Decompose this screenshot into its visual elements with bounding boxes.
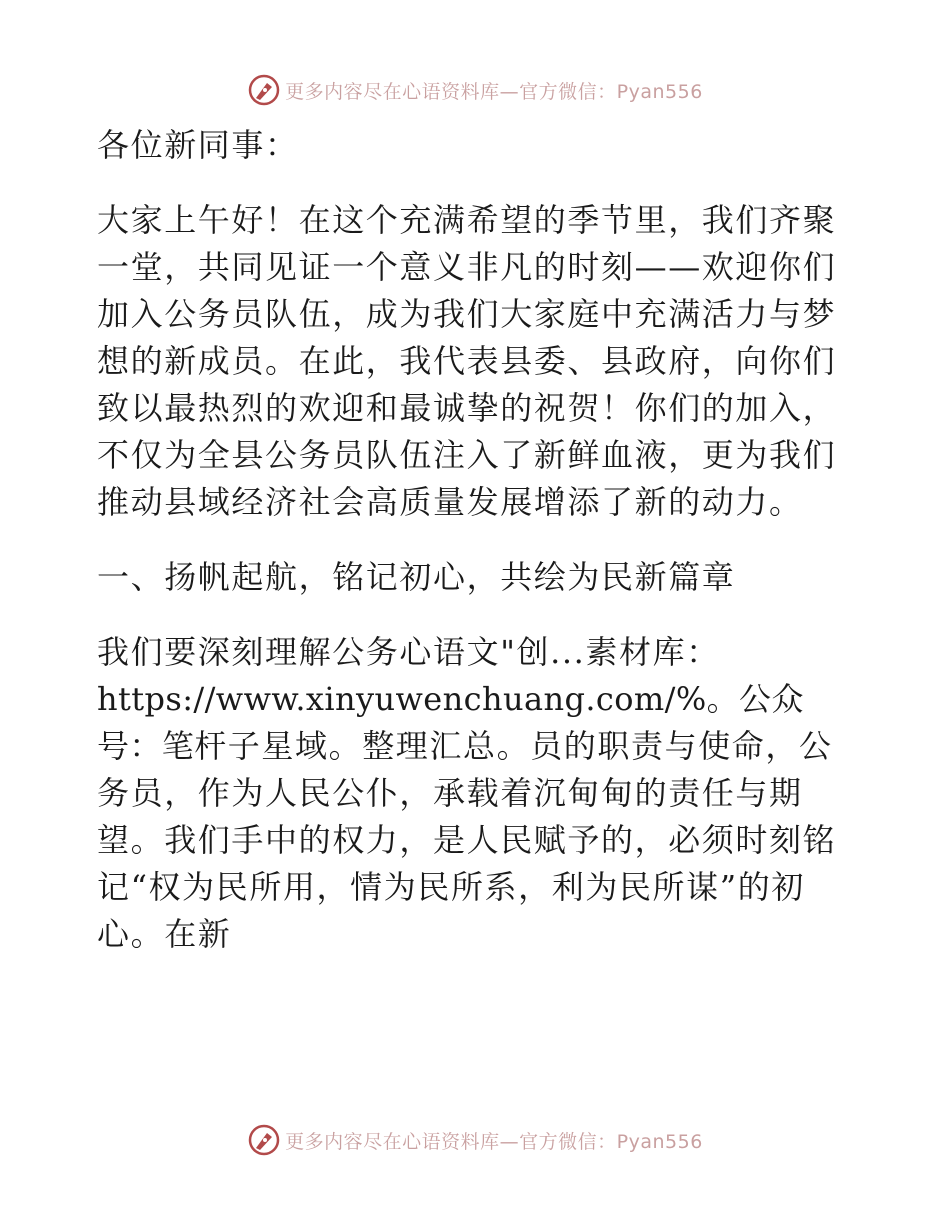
- paragraph-duty: [97, 629, 849, 958]
- pen-nib-circle-icon: [247, 1123, 281, 1157]
- paragraph-duty-intro: 我们要深刻理解公务心语文"创...素材库：: [97, 633, 720, 671]
- section-heading: 一、扬帆起航，铭记初心，共绘为民新篇章: [97, 558, 736, 596]
- document-body: [97, 122, 849, 958]
- watermark-text: 更多内容尽在心语资料库—官方微信：Pyan556: [285, 80, 703, 103]
- watermark-text: 更多内容尽在心语资料库—官方微信：Pyan556: [285, 1130, 703, 1153]
- paragraph-welcome: 大家上午好！在这个充满希望的季节里，我们齐聚一堂，共同见证一个意义非凡的时刻——欢迎你们加入公务员队伍，成为我们大家庭中充满活力与梦想的新成员。在此，我代表县委、县政府，向你们致以最热烈的欢迎和最诚挚的祝贺！你们的加入，不仅为全县公务员队伍注入了新鲜血液，更为我们推动县域经济社会高质量发展增添了新的动力。: [97, 201, 837, 521]
- pen-nib-circle-icon: [247, 73, 281, 107]
- paragraph-duty-url: https://www.xinyuwenchuang.com/%。公众号：笔: [97, 680, 804, 765]
- footer-watermark: [0, 1120, 950, 1160]
- paragraph-duty-body: 杆子星域。整理汇总。员的职责与使命，公务员，作为人民公仆，承载着沉甸甸的责任与期望。我们手中的权力，是人民赋予的，必须时刻铭记“权为民所用，情为民所系，利为民所谋”的初心。在新: [97, 727, 837, 953]
- header-watermark: [0, 70, 950, 110]
- greeting: 各位新同事：: [97, 126, 299, 164]
